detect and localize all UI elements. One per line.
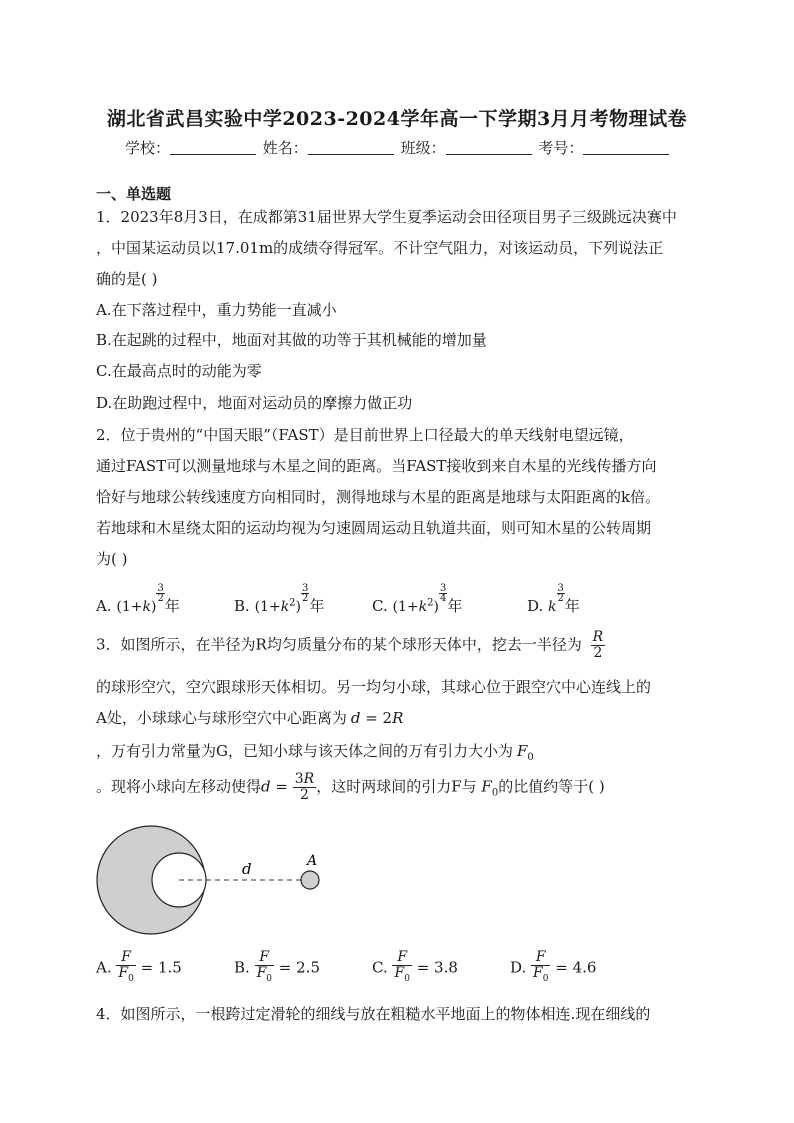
q2-option-d: D. k $\frac{3}{2}$ 年	[527, 583, 580, 615]
q2-line2: 通过FAST可以测量地球与木星之间的距离。当FAST接收到来自木星的光线传播方向	[96, 457, 657, 475]
name-label: 姓名：	[262, 139, 308, 157]
q1-option-b: B.在起跳的过程中，地面对其做的功等于其机械能的增加量	[96, 331, 487, 349]
q4-line1: 4．如图所示，一根跨过定滑轮的细线与放在粗糙水平地面上的物体相连.现在细线的	[96, 1005, 651, 1023]
q3-line4: ，万有引力常量为G，已知小球与该天体之间的万有引力大小为 $F_0$	[96, 742, 534, 763]
q3-option-d: D. $\frac{F}{F_0}$ = 4.6	[510, 949, 597, 984]
q3-figure	[95, 822, 335, 947]
student-info-row	[125, 137, 671, 158]
q1-option-c: C.在最高点时的动能为零	[96, 362, 262, 380]
q3-line3: A处，小球球心与球形空穴中心距离为 d = 2R	[96, 709, 404, 727]
q3-option-c-value: = 3.8	[416, 958, 458, 977]
q3-option-d-value: = 4.6	[555, 958, 597, 977]
q2-option-d-unit: 年	[564, 597, 580, 615]
q2-option-c-label: C.	[372, 597, 388, 615]
q3-option-a-value: = 1.5	[140, 958, 182, 977]
q3-line5: 。现将小球向左移动使得d = $\frac{3R}{2}$ ，这时两球间的引力F与 $F_0$的比值约等于( )	[96, 771, 605, 803]
q1-line1: 1．2023年8月3日，在成都第31届世界大学生夏季运动会田径项目男子三级跳远决赛中	[96, 208, 677, 226]
school-blank	[170, 140, 256, 155]
q2-option-a-unit: 年	[164, 597, 180, 615]
q3-line2: 的球形空穴，空穴跟球形天体相切。另一均匀小球，其球心位于跟空穴中心连线上的	[96, 678, 652, 696]
section-heading: 一、单选题	[96, 185, 172, 203]
q3-option-c: C. $\frac{F}{F_0}$ = 3.8	[372, 949, 458, 984]
q3-option-b-value: = 2.5	[278, 958, 320, 977]
q2-option-d-label: D.	[527, 597, 544, 615]
school-label: 学校：	[125, 139, 171, 157]
q3-new-distance: $\frac{3R}{2}$	[294, 771, 315, 803]
q3-line1-text: 3．如图所示，在半径为R均匀质量分布的某个球形天体中，挖去一半径为	[96, 635, 582, 654]
q2-line4: 若地球和木星绕太阳的运动均视为匀速圆周运动且轨道共面，则可知木星的公转周期	[96, 519, 652, 537]
class-label: 班级：	[400, 139, 446, 157]
number-label: 考号：	[538, 139, 584, 157]
q3-line5-text-a: 。现将小球向左移动使得	[96, 777, 262, 796]
q2-line1: 2．位于贵州的“中国天眼”（FAST）是目前世界上口径最大的单天线射电望远镜，	[96, 426, 634, 444]
q2-option-c-unit: 年	[447, 597, 463, 615]
point-a-label: A	[307, 853, 318, 869]
q1-line2: ，中国某运动员以17.01m的成绩夺得冠军。不计空气阻力，对该运动员，下列说法正	[96, 239, 664, 257]
q1-option-a: A.在下落过程中，重力势能一直减小	[96, 301, 337, 319]
distance-label: d	[242, 860, 252, 878]
page-title: 湖北省武昌实验中学2023-2024学年高一下学期3月月考物理试卷	[106, 108, 688, 130]
q1-option-d: D.在助跑过程中，地面对运动员的摩擦力做正功	[96, 394, 413, 412]
q2-option-b: B. $(1+k^2)$ $\frac{3}{2}$ 年	[234, 583, 325, 615]
q3-line5-text-c: 的比值约等于( )	[498, 777, 605, 796]
q3-line1	[96, 630, 605, 661]
class-blank	[446, 140, 532, 155]
q3-line3-text: A处，小球球心与球形空穴中心距离为	[96, 709, 347, 727]
q2-option-c: C. $(1+k^2)$ $\frac{3}{4}$ 年	[372, 583, 463, 615]
small-ball	[301, 871, 319, 889]
number-blank	[583, 140, 669, 155]
q3-line4-text: ，万有引力常量为G，已知小球与该天体之间的万有引力大小为	[96, 742, 513, 760]
q3-cavity-radius: $\frac{R}{2}$	[592, 629, 604, 661]
q3-line5-text-b: ，这时两球间的引力F与	[316, 777, 477, 796]
q2-option-b-unit: 年	[309, 597, 325, 615]
q3-option-a: A. $\frac{F}{F_0}$ = 1.5	[96, 949, 182, 984]
q2-option-a: A. (1+k) $\frac{3}{2}$ 年	[96, 583, 180, 615]
q2-line5: 为( )	[96, 550, 128, 568]
q1-line3: 确的是( )	[96, 270, 158, 288]
name-blank	[308, 140, 394, 155]
q2-line3: 恰好与地球公转线速度方向相同时，测得地球与木星的距离是地球与太阳距离的k倍。	[96, 488, 661, 506]
q2-option-a-label: A.	[96, 597, 112, 615]
q2-option-b-label: B.	[234, 597, 250, 615]
q3-option-b: B. $\frac{F}{F_0}$ = 2.5	[234, 949, 320, 984]
